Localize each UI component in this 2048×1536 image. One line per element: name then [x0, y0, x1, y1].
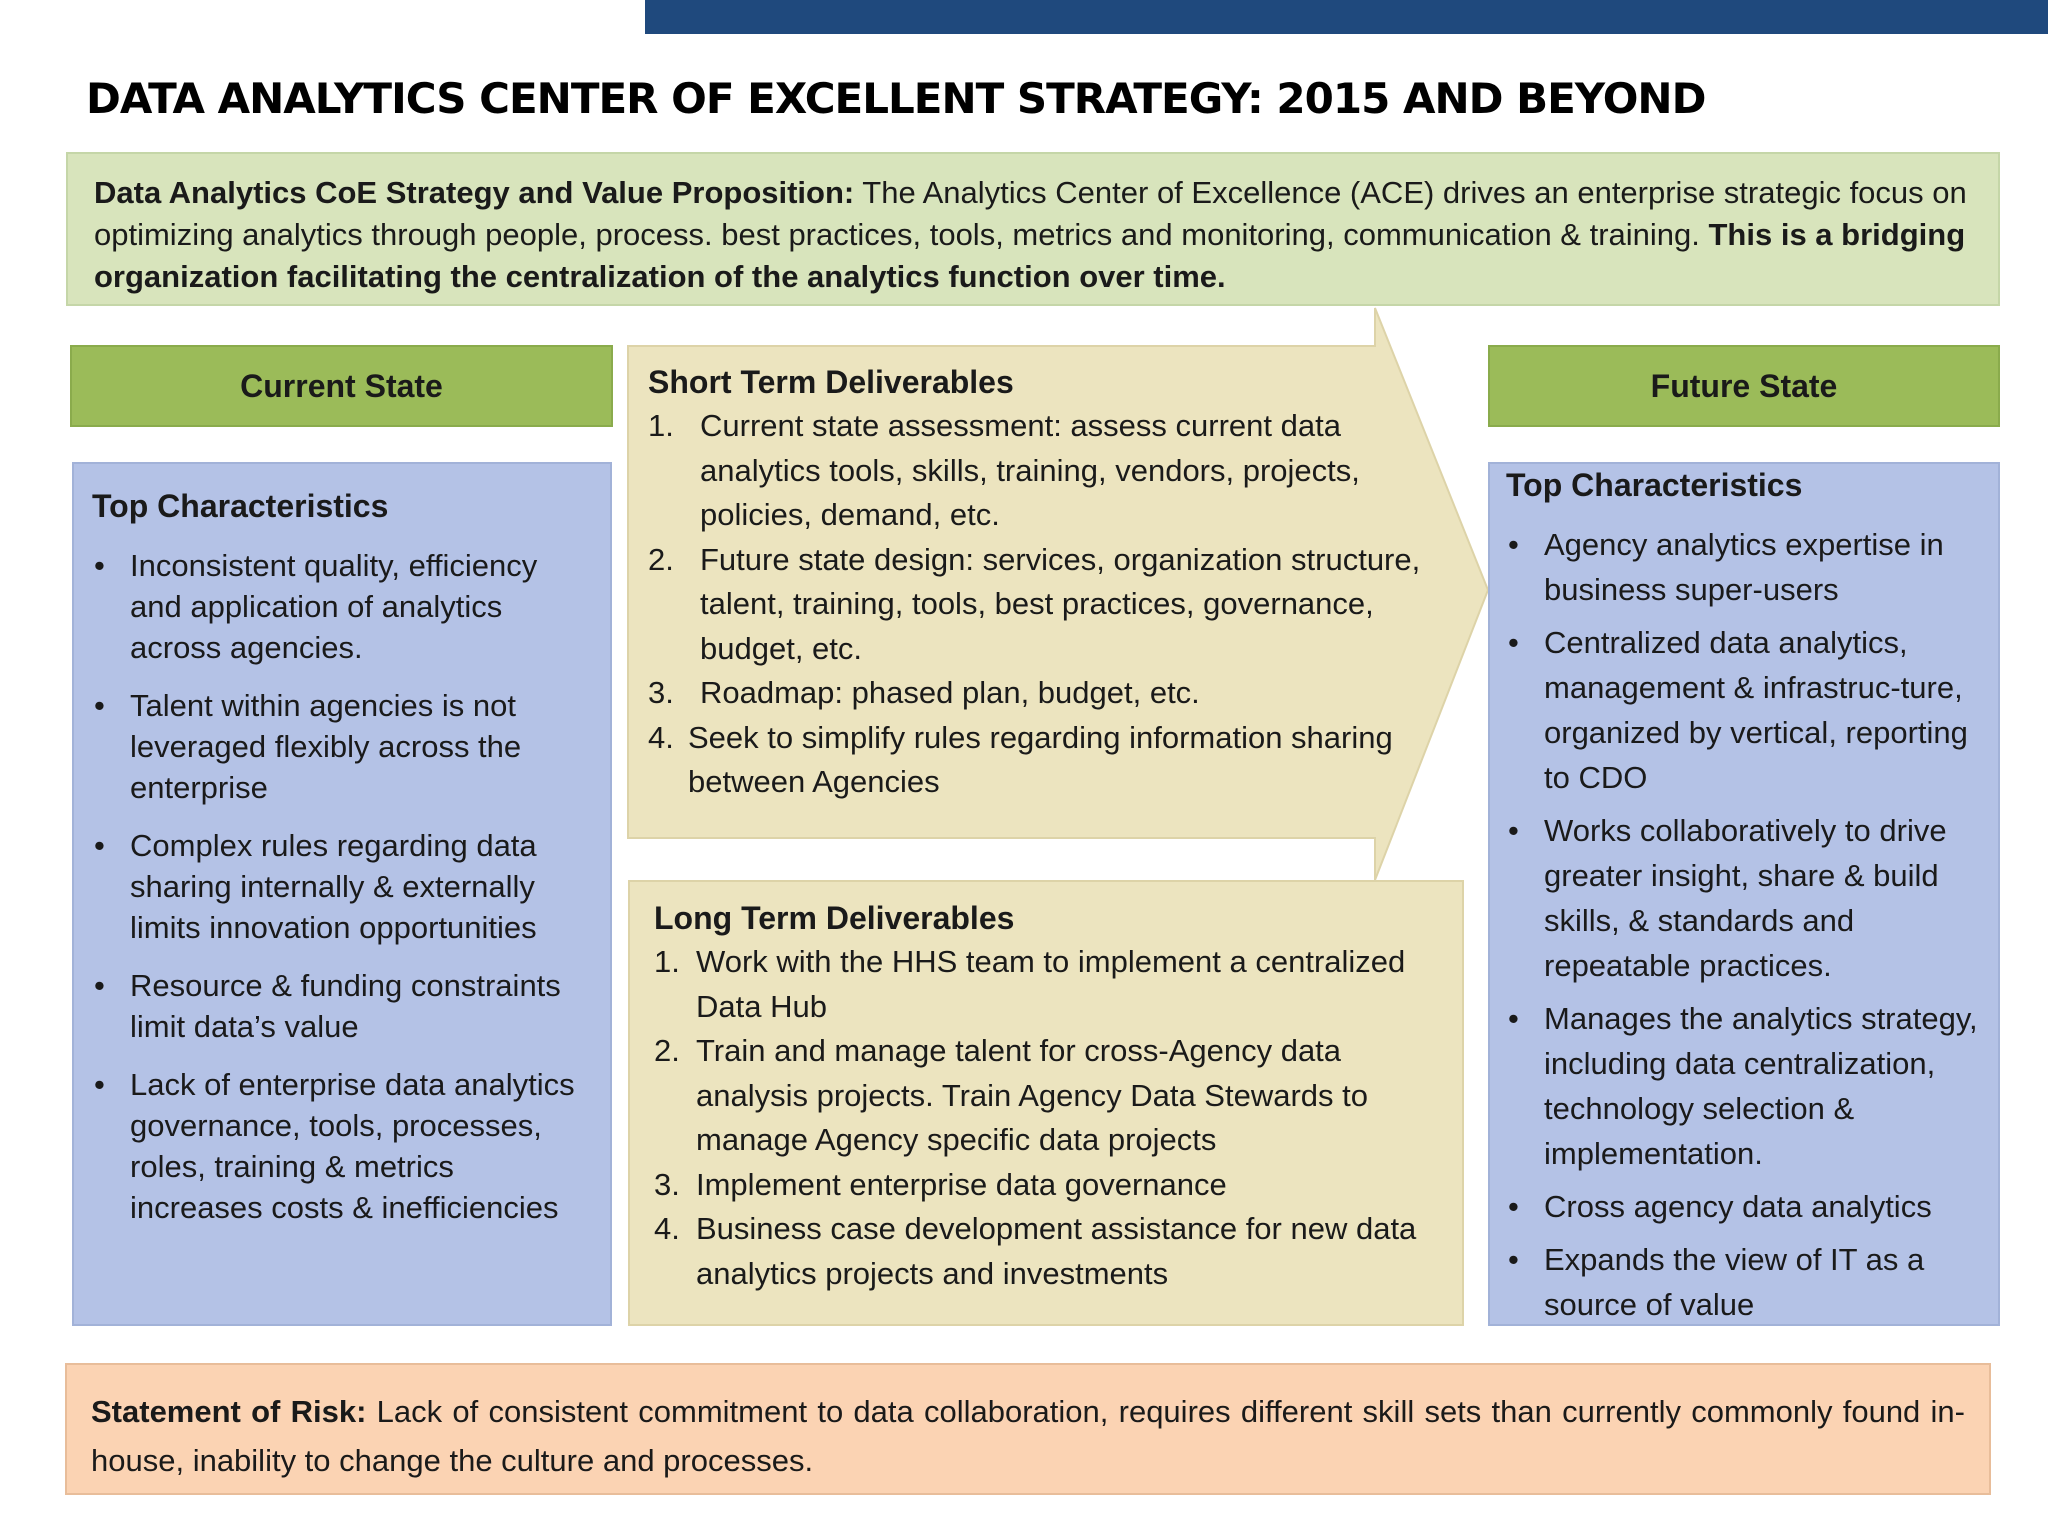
item-text: Seek to simplify rules regarding information sharing between Agencies	[688, 719, 1393, 799]
item-number: 1.	[654, 944, 680, 979]
list-item	[654, 1163, 1454, 1208]
list-item	[654, 1029, 1454, 1163]
current-state-list	[92, 545, 594, 1228]
item-text: Business case development assistance for new data analytics projects and investments	[696, 1211, 1417, 1291]
top-accent-bar	[645, 0, 2048, 34]
item-text: Work with the HHS team to implement a centralized Data Hub	[696, 944, 1406, 1024]
list-item: • Talent within agencies is not leveraged flexibly across the enterprise	[92, 685, 594, 808]
current-state-box	[72, 462, 612, 1326]
current-state-subheading: Top Characteristics	[92, 488, 389, 524]
item-text: Future state design: services, organization structure, talent, training, tools, best practices, governance, budget, etc.	[700, 541, 1421, 666]
risk-label: Statement of Risk:	[91, 1394, 367, 1429]
list-item	[648, 716, 1448, 805]
list-item: • Inconsistent quality, efficiency and application of analytics across agencies.	[92, 545, 594, 668]
item-number: 3.	[654, 1166, 680, 1202]
item-text: Current state assessment: assess current data analytics tools, skills, training, vendors, projects, policies, demand, etc.	[700, 408, 1360, 532]
list-item	[654, 1207, 1454, 1296]
item-number: 2.	[648, 541, 674, 577]
value-proposition-emphasis: This is a bridging organization facilitating the centralization of the analytics function over time.	[94, 217, 1966, 294]
long-term-deliverables	[654, 896, 1454, 1296]
list-item: • Centralized data analytics, management & infrastruc-ture, organized by vertical, reporting to CDO	[1506, 620, 1986, 800]
future-state-header: Future State	[1488, 345, 2000, 427]
list-item: • Agency analytics expertise in business super-users	[1506, 522, 1986, 612]
value-proposition-text: The Analytics Center of Excellence (ACE) drives an enterprise strategic focus on optimizing analytics through people, process. best practices, tools, metrics and monitoring, communication & training.	[94, 175, 1967, 252]
list-item	[654, 940, 1454, 1029]
list-item: • Complex rules regarding data sharing internally & externally limits innovation opportunities	[92, 825, 594, 948]
statement-of-risk-box	[65, 1363, 1991, 1495]
list-item: • Works collaboratively to drive greater insight, share & build skills, & standards and repeatable practices.	[1506, 808, 1986, 988]
list-item: • Lack of enterprise data analytics governance, tools, processes, roles, training & metrics increases costs & inefficiencies	[92, 1064, 594, 1228]
long-term-list	[654, 940, 1454, 1296]
list-item	[648, 671, 1448, 716]
item-text: Train and manage talent for cross-Agency data analysis projects. Train Agency Data Stewards to manage Agency specific data projects	[696, 1033, 1368, 1157]
item-text: Implement enterprise data governance	[696, 1166, 1227, 1202]
item-number: 3.	[648, 675, 674, 710]
page-title: DATA ANALYTICS CENTER OF EXCELLENT STRATEGY: 2015 AND BEYOND	[86, 74, 1706, 123]
item-text: Roadmap: phased plan, budget, etc.	[700, 675, 1200, 710]
item-number: 4.	[648, 719, 674, 755]
list-item	[648, 404, 1448, 538]
value-proposition-label: Data Analytics CoE Strategy and Value Proposition:	[94, 175, 855, 210]
value-proposition-box	[66, 152, 2000, 306]
item-number: 4.	[654, 1211, 680, 1246]
item-number: 2.	[654, 1033, 680, 1068]
future-state-subheading: Top Characteristics	[1506, 467, 1803, 503]
item-number: 1.	[648, 408, 674, 443]
short-term-heading: Short Term Deliverables	[648, 364, 1014, 400]
list-item	[648, 538, 1448, 672]
risk-text: Lack of consistent commitment to data collaboration, requires different skill sets than currently commonly found in-house, inability to change the culture and processes.	[91, 1394, 1965, 1478]
future-state-box	[1488, 462, 2000, 1326]
short-term-deliverables	[648, 360, 1448, 805]
long-term-heading: Long Term Deliverables	[654, 900, 1015, 936]
short-term-list	[648, 404, 1448, 805]
list-item: • Manages the analytics strategy, including data centralization, technology selection & implementation.	[1506, 996, 1986, 1176]
current-state-header: Current State	[70, 345, 613, 427]
future-state-list	[1506, 522, 1986, 1327]
list-item: • Cross agency data analytics	[1506, 1184, 1986, 1229]
list-item: • Resource & funding constraints limit data’s value	[92, 965, 594, 1047]
list-item: • Expands the view of IT as a source of value	[1506, 1237, 1986, 1327]
